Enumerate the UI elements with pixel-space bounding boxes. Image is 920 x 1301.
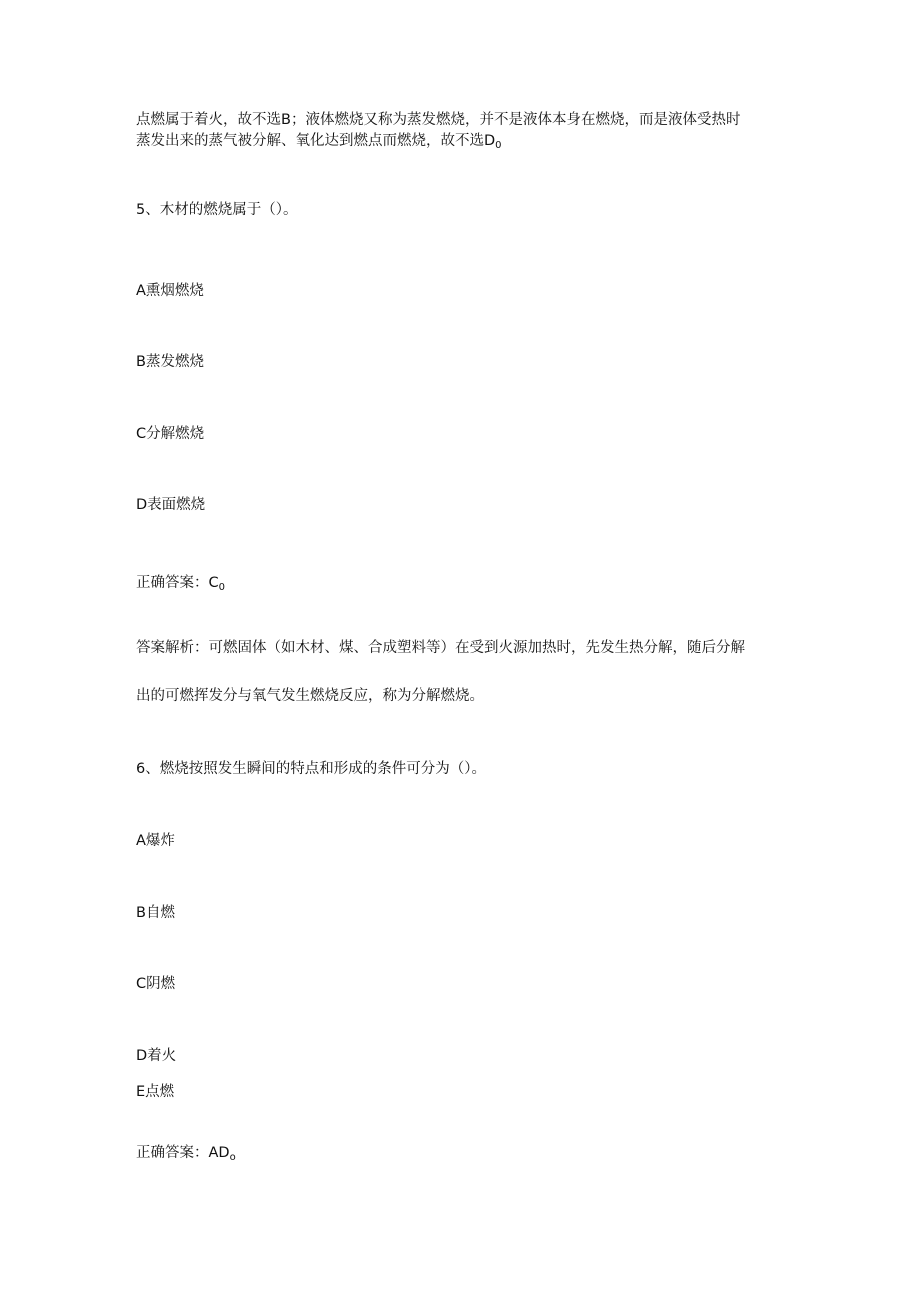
q6-option-a: A爆炸 xyxy=(136,833,175,849)
intro-line-2 xyxy=(136,131,502,153)
q6-question: 6、燃烧按照发生瞬间的特点和形成的条件可分为（）。 xyxy=(136,761,486,777)
q5-answer-value: C xyxy=(208,575,219,591)
q5-answer-label: 正确答案： xyxy=(136,575,209,591)
q6-option-d: D着火 xyxy=(136,1048,177,1064)
q5-question: 5、木材的燃烧属于（）。 xyxy=(136,202,298,218)
q5-analysis-line-1: 答案解析：可燃固体（如木材、煤、合成塑料等）在受到火源加热时，先发生热分解，随后分解 xyxy=(136,640,745,656)
q5-option-c: C分解燃烧 xyxy=(136,426,205,442)
q5-answer-sub: 0 xyxy=(218,582,225,593)
q6-option-e: E点燃 xyxy=(136,1084,175,1100)
q6-answer xyxy=(136,1143,236,1165)
intro-line-2-text: 蒸发出来的蒸气被分解、氧化达到燃点而燃烧，故不选D xyxy=(136,133,496,149)
q6-answer-value: AD xyxy=(208,1145,230,1161)
q5-analysis-line-2: 出的可燃挥发分与氧气发生燃烧反应，称为分解燃烧。 xyxy=(136,688,484,704)
q6-option-c: C阴燃 xyxy=(136,976,176,992)
q6-answer-sub: o xyxy=(229,1152,236,1163)
intro-line-1: 点燃属于着火，故不选B；液体燃烧又称为蒸发燃烧，并不是液体本身在燃烧，而是液体受热时 xyxy=(136,112,741,128)
q5-option-a: A熏烟燃烧 xyxy=(136,283,204,299)
q6-option-b: B自燃 xyxy=(136,905,175,921)
intro-line-2-sub: 0 xyxy=(495,140,502,151)
q5-option-b: B蒸发燃烧 xyxy=(136,354,204,370)
q6-answer-label: 正确答案： xyxy=(136,1145,209,1161)
q5-answer xyxy=(136,573,225,595)
q5-option-d: D表面燃烧 xyxy=(136,497,206,513)
